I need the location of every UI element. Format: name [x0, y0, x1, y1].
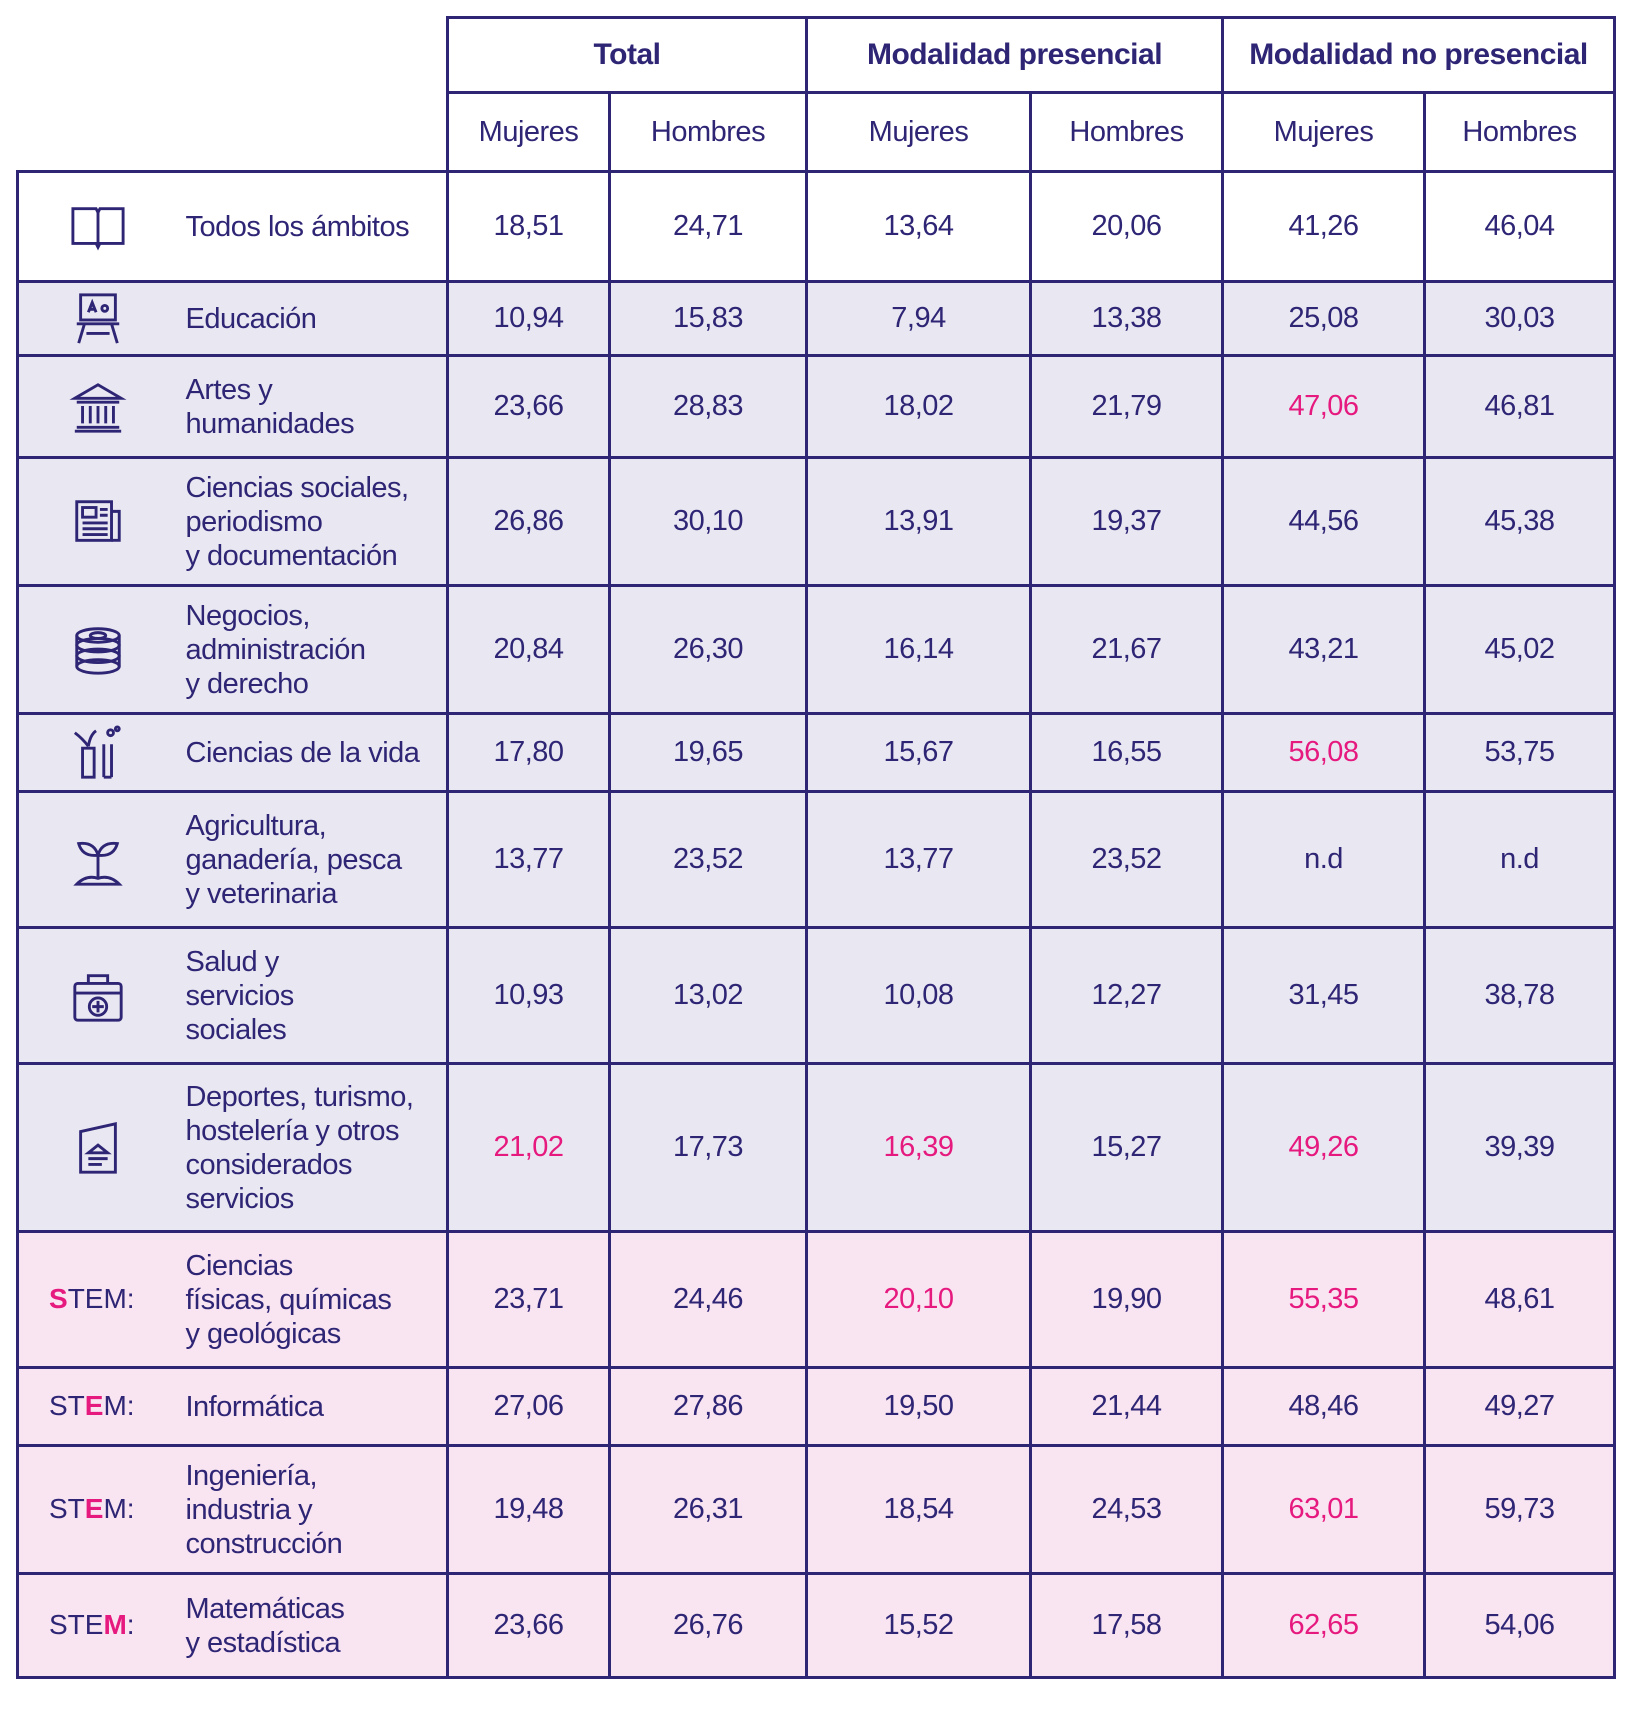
value-cell: 30,03: [1425, 282, 1615, 356]
value-cell: 48,46: [1223, 1368, 1425, 1446]
row-icon-cell: [18, 282, 178, 356]
table-row: [18, 458, 1615, 586]
row-label-line: hostelería y otros: [185, 1114, 399, 1147]
row-label-line: físicas, químicas: [185, 1283, 392, 1316]
table-row: [18, 282, 1615, 356]
value-cell: 23,52: [1031, 792, 1223, 928]
newspaper-icon: [66, 494, 130, 550]
stem-label-cell: [18, 1232, 178, 1368]
value-cell: n.d: [1223, 792, 1425, 928]
stem-letter: ST: [49, 1390, 85, 1421]
value-cell: 47,06: [1223, 356, 1425, 458]
value-cell: 24,46: [610, 1232, 807, 1368]
value-cell: 13,38: [1031, 282, 1223, 356]
medical-kit-icon: [66, 968, 130, 1024]
row-label-line: Negocios,: [185, 599, 310, 632]
value-cell: 15,52: [807, 1574, 1031, 1678]
value-cell: 21,67: [1031, 586, 1223, 714]
value-cell: 41,26: [1223, 172, 1425, 282]
row-icon-cell: [18, 458, 178, 586]
row-icon-cell: [18, 586, 178, 714]
coins-icon: [66, 622, 130, 678]
sprout-icon: [66, 832, 130, 888]
row-label-line: y estadística: [185, 1626, 341, 1659]
value-cell: 21,44: [1031, 1368, 1223, 1446]
row-label: [178, 792, 448, 928]
row-label-line: administración: [185, 633, 366, 666]
row-label-line: servicios: [185, 979, 294, 1012]
value-cell: 26,31: [610, 1446, 807, 1574]
value-cell: 17,80: [448, 714, 610, 792]
value-cell: 20,84: [448, 586, 610, 714]
value-cell: 27,06: [448, 1368, 610, 1446]
row-label-line: Ciencias sociales,: [185, 471, 409, 504]
stem-highlight-letter: E: [84, 1493, 104, 1524]
row-label-line: Matemáticas: [185, 1592, 345, 1625]
stem-letter: STE: [49, 1609, 104, 1640]
value-cell: 15,27: [1031, 1064, 1223, 1232]
table-row: [18, 1232, 1615, 1368]
value-cell: 21,02: [448, 1064, 610, 1232]
museum-icon: [66, 379, 130, 435]
value-cell: 10,94: [448, 282, 610, 356]
row-icon-cell: [18, 792, 178, 928]
value-cell: 46,81: [1425, 356, 1615, 458]
value-cell: 63,01: [1223, 1446, 1425, 1574]
row-label-line: y documentación: [185, 539, 398, 572]
row-label: [178, 714, 448, 792]
stem-highlight-letter: M: [103, 1609, 127, 1640]
row-label-line: Agricultura,: [185, 809, 327, 842]
row-label: [178, 1368, 448, 1446]
value-cell: 45,38: [1425, 458, 1615, 586]
stem-label: [49, 1609, 135, 1641]
value-cell: 26,76: [610, 1574, 807, 1678]
stem-letter: M:: [103, 1493, 135, 1524]
value-cell: 23,71: [448, 1232, 610, 1368]
header-total: Total: [448, 18, 807, 93]
row-label: [178, 928, 448, 1064]
header-hombres: Hombres: [1425, 93, 1615, 172]
stem-label: [49, 1390, 135, 1422]
row-label-line: Deportes, turismo,: [185, 1080, 414, 1113]
header-mujeres: Mujeres: [448, 93, 610, 172]
row-label: [178, 586, 448, 714]
stem-label: [49, 1283, 135, 1315]
value-cell: 56,08: [1223, 714, 1425, 792]
value-cell: 30,10: [610, 458, 807, 586]
stem-letter: M:: [103, 1390, 135, 1421]
value-cell: 17,73: [610, 1064, 807, 1232]
value-cell: 26,30: [610, 586, 807, 714]
row-label-line: y geológicas: [185, 1317, 341, 1350]
value-cell: 17,58: [1031, 1574, 1223, 1678]
table-row: [18, 928, 1615, 1064]
header-presencial: Modalidad presencial: [807, 18, 1223, 93]
row-label-line: Educación: [185, 302, 317, 335]
value-cell: 49,26: [1223, 1064, 1425, 1232]
value-cell: 10,08: [807, 928, 1031, 1064]
row-label-line: Salud y: [185, 945, 279, 978]
value-cell: 10,93: [448, 928, 610, 1064]
value-cell: 24,71: [610, 172, 807, 282]
value-cell: 18,54: [807, 1446, 1031, 1574]
table-row: [18, 714, 1615, 792]
value-cell: 13,77: [807, 792, 1031, 928]
value-cell: 19,90: [1031, 1232, 1223, 1368]
table-row: [18, 1368, 1615, 1446]
stem-label-cell: [18, 1574, 178, 1678]
value-cell: 53,75: [1425, 714, 1615, 792]
classroom-board-icon: [66, 291, 130, 347]
value-cell: 31,45: [1223, 928, 1425, 1064]
value-cell: 19,50: [807, 1368, 1031, 1446]
value-cell: 13,64: [807, 172, 1031, 282]
value-cell: 49,27: [1425, 1368, 1615, 1446]
value-cell: 16,14: [807, 586, 1031, 714]
row-label-line: Artes y: [185, 373, 273, 406]
stem-letter: ST: [49, 1493, 85, 1524]
value-cell: 15,67: [807, 714, 1031, 792]
row-label-line: Informática: [185, 1390, 324, 1423]
stem-label-cell: [18, 1368, 178, 1446]
value-cell: 24,53: [1031, 1446, 1223, 1574]
value-cell: 16,55: [1031, 714, 1223, 792]
row-label: [178, 1064, 448, 1232]
row-label-line: servicios: [185, 1182, 294, 1215]
value-cell: 21,79: [1031, 356, 1223, 458]
row-icon-cell: [18, 1064, 178, 1232]
row-label-line: industria y: [185, 1493, 313, 1526]
value-cell: 13,77: [448, 792, 610, 928]
row-label: [178, 1574, 448, 1678]
value-cell: 55,35: [1223, 1232, 1425, 1368]
value-cell: 20,10: [807, 1232, 1031, 1368]
value-cell: 18,51: [448, 172, 610, 282]
table-row: [18, 1446, 1615, 1574]
value-cell: 18,02: [807, 356, 1031, 458]
row-label-line: construcción: [185, 1527, 343, 1560]
header-mujeres: Mujeres: [807, 93, 1031, 172]
row-label: [178, 282, 448, 356]
value-cell: 45,02: [1425, 586, 1615, 714]
row-label: [178, 356, 448, 458]
row-label: [178, 1232, 448, 1368]
stem-letter: TEM:: [67, 1283, 135, 1314]
value-cell: 59,73: [1425, 1446, 1615, 1574]
table-row: [18, 172, 1615, 282]
value-cell: 23,66: [448, 1574, 610, 1678]
row-label-line: humanidades: [185, 407, 355, 440]
table-row: [18, 586, 1615, 714]
row-label-line: periodismo: [185, 505, 323, 538]
row-label-line: Todos los ámbitos: [185, 210, 410, 243]
hotel-card-icon: [66, 1120, 130, 1176]
value-cell: 43,21: [1223, 586, 1425, 714]
value-cell: 46,04: [1425, 172, 1615, 282]
row-label-line: Ingeniería,: [185, 1459, 318, 1492]
header-mujeres: Mujeres: [1223, 93, 1425, 172]
value-cell: 28,83: [610, 356, 807, 458]
table-row: [18, 356, 1615, 458]
value-cell: 12,27: [1031, 928, 1223, 1064]
row-icon-cell: [18, 356, 178, 458]
stem-highlight-letter: E: [84, 1390, 104, 1421]
value-cell: 62,65: [1223, 1574, 1425, 1678]
value-cell: n.d: [1425, 792, 1615, 928]
value-cell: 54,06: [1425, 1574, 1615, 1678]
value-cell: 13,02: [610, 928, 807, 1064]
lab-plant-icon: [66, 725, 130, 781]
row-icon-cell: [18, 714, 178, 792]
value-cell: 13,91: [807, 458, 1031, 586]
value-cell: 26,86: [448, 458, 610, 586]
value-cell: 16,39: [807, 1064, 1031, 1232]
row-label-line: sociales: [185, 1013, 287, 1046]
row-icon-cell: [18, 928, 178, 1064]
value-cell: 23,52: [610, 792, 807, 928]
table-row: [18, 1574, 1615, 1678]
header-hombres: Hombres: [1031, 93, 1223, 172]
table-row: [18, 792, 1615, 928]
row-label-line: ganadería, pesca: [185, 843, 402, 876]
value-cell: 38,78: [1425, 928, 1615, 1064]
header-hombres: Hombres: [610, 93, 807, 172]
book-icon: [66, 199, 130, 255]
value-cell: 48,61: [1425, 1232, 1615, 1368]
table-row: [18, 1064, 1615, 1232]
data-table: [16, 16, 1616, 1679]
value-cell: 20,06: [1031, 172, 1223, 282]
value-cell: 25,08: [1223, 282, 1425, 356]
value-cell: 23,66: [448, 356, 610, 458]
row-label: [178, 458, 448, 586]
value-cell: 39,39: [1425, 1064, 1615, 1232]
row-label-line: considerados: [185, 1148, 352, 1181]
value-cell: 19,37: [1031, 458, 1223, 586]
value-cell: 19,65: [610, 714, 807, 792]
header-blank: [18, 18, 448, 93]
value-cell: 44,56: [1223, 458, 1425, 586]
header-blank-2: [18, 93, 448, 172]
row-label-line: y veterinaria: [185, 877, 337, 910]
row-icon-cell: [18, 172, 178, 282]
stem-label-cell: [18, 1446, 178, 1574]
stem-letter: :: [126, 1609, 135, 1640]
header-no-presencial: Modalidad no presencial: [1223, 18, 1615, 93]
value-cell: 19,48: [448, 1446, 610, 1574]
value-cell: 15,83: [610, 282, 807, 356]
stem-highlight-letter: S: [49, 1283, 68, 1314]
stem-label: [49, 1493, 135, 1525]
row-label: [178, 172, 448, 282]
row-label-line: Ciencias: [185, 1249, 293, 1282]
value-cell: 27,86: [610, 1368, 807, 1446]
value-cell: 7,94: [807, 282, 1031, 356]
row-label: [178, 1446, 448, 1574]
row-label-line: Ciencias de la vida: [185, 736, 420, 769]
row-label-line: y derecho: [185, 667, 309, 700]
